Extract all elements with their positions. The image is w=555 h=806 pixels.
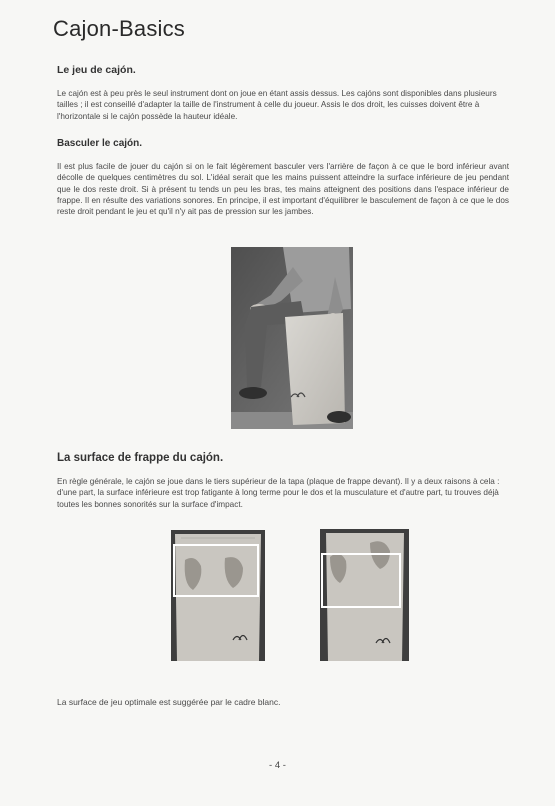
section-body-basculer: Il est plus facile de jouer du cajón si on le fait légèrement basculer vers l'arrière de façon à ce que le bord inférieur avant décolle de quelques centimètres du sol. L'idéal serait que les mains puissent atteindre la surface inférieure de jeu pendant que le dos reste droit. Si à présent tu tends un peu les bras, tes mains atteignent des positions dans l'espace inférieur de frappe. Il en résulte des variations sonores. En principe, il est important d'équilibrer le basculement de façon à ce que le dos reste droit pendant le jeu et qu'il n'y ait pas de pression sur les jambes. — [57, 162, 509, 217]
page-title: Cajon-Basics — [53, 16, 186, 41]
section-body-surface: En règle générale, le cajón se joue dans le tiers supérieur de la tapa (plaque de frappe devant). Il y a deux raisons à cela : d'une part, la surface inférieure est trop fatigante à long terme pour le dos et la musculature et d'autre part, tu trouves déjà toutes les bonnes sonorités sur la surface d'impact. — [57, 477, 500, 509]
optimal-zone-frame-left — [173, 544, 259, 597]
photo-seated-player — [231, 247, 353, 429]
section-body-jeu: Le cajón est à peu près le seul instrument dont on joue en étant assis dessus. Les cajóns sont disponibles dans plusieurs tailles ; il est conseillé d'adapter la taille de l'instrument à celle du joueur. Assis le dos droit, les cuisses doivent être à l'horizontale si le cajón possède la hauteur idéale. — [57, 89, 497, 121]
section-heading-basculer: Basculer le cajón. — [57, 138, 143, 149]
page-number: - 4 - — [269, 760, 286, 771]
section-heading-jeu: Le jeu de cajón. — [57, 64, 136, 76]
figure-caption: La surface de jeu optimale est suggérée par le cadre blanc. — [57, 697, 281, 707]
section-heading-surface: La surface de frappe du cajón. — [57, 452, 224, 464]
optimal-zone-frame-right — [321, 553, 401, 608]
